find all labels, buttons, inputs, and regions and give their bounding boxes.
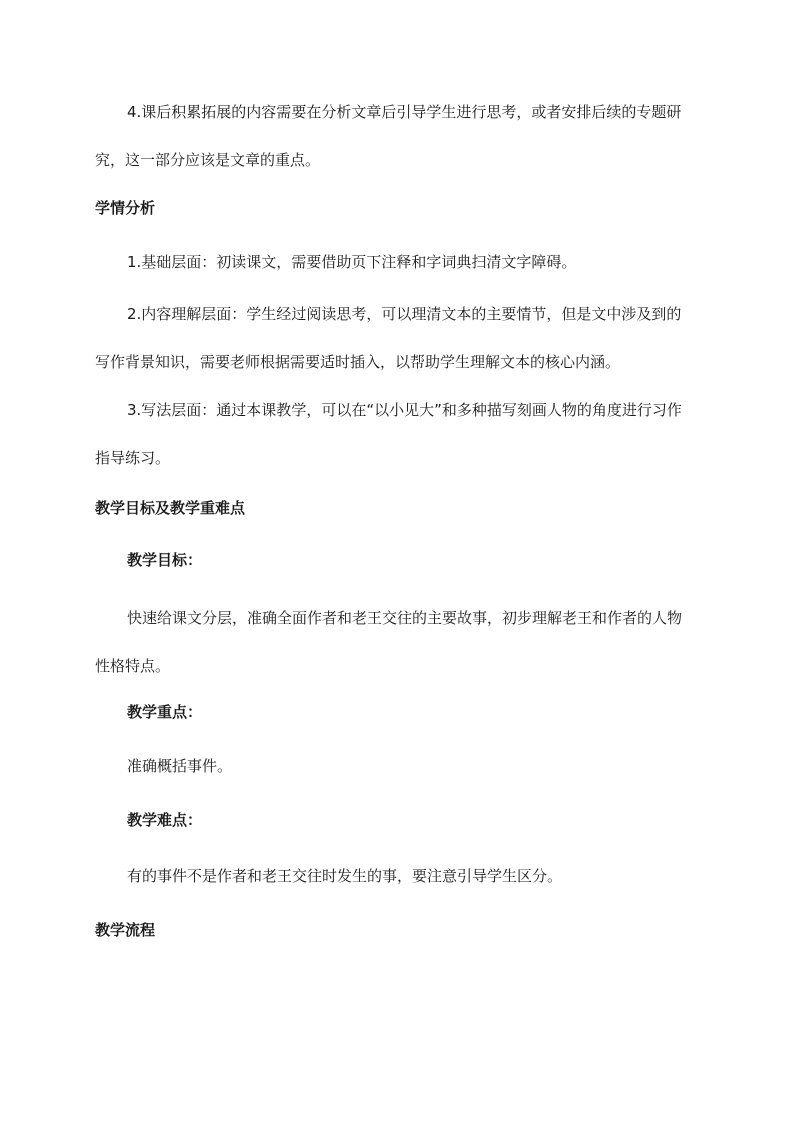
heading-teaching-process: 教学流程	[95, 921, 156, 939]
paragraph-basic-level: 1.基础层面：初读课文，需要借助页下注释和字词典扫清文字障碍。	[127, 253, 577, 271]
paragraph-difficulty-content: 有的事件不是作者和老王交往时发生的事，要注意引导学生区分。	[127, 867, 563, 885]
paragraph-writing-level: 3.写法层面：通过本课教学，可以在“以小见大”和多种描写刻画人物的角度进行习作指导练习。	[95, 401, 682, 467]
paragraph-content-understanding: 2.内容理解层面：学生经过阅读思考，可以理清文本的主要情节，但是文中涉及到的写作背景知识，需要老师根据需要适时插入，以帮助学生理解文本的核心内涵。	[95, 305, 682, 371]
subheading-teaching-objective: 教学目标：	[127, 551, 203, 569]
heading-objectives-keypoints: 教学目标及教学重难点	[95, 499, 246, 517]
paragraph-key-point-content: 准确概括事件。	[127, 757, 233, 775]
paragraph-homework-extension: 4.课后积累拓展的内容需要在分析文章后引导学生进行思考，或者安排后续的专题研究，这一部分应该是文章的重点。	[95, 103, 682, 169]
subheading-difficulty: 教学难点：	[127, 811, 203, 829]
subheading-key-point: 教学重点：	[127, 703, 203, 721]
heading-student-analysis: 学情分析	[95, 199, 156, 217]
paragraph-objective-content: 快速给课文分层，准确全面作者和老王交往的主要故事，初步理解老王和作者的人物性格特点。	[95, 609, 683, 675]
